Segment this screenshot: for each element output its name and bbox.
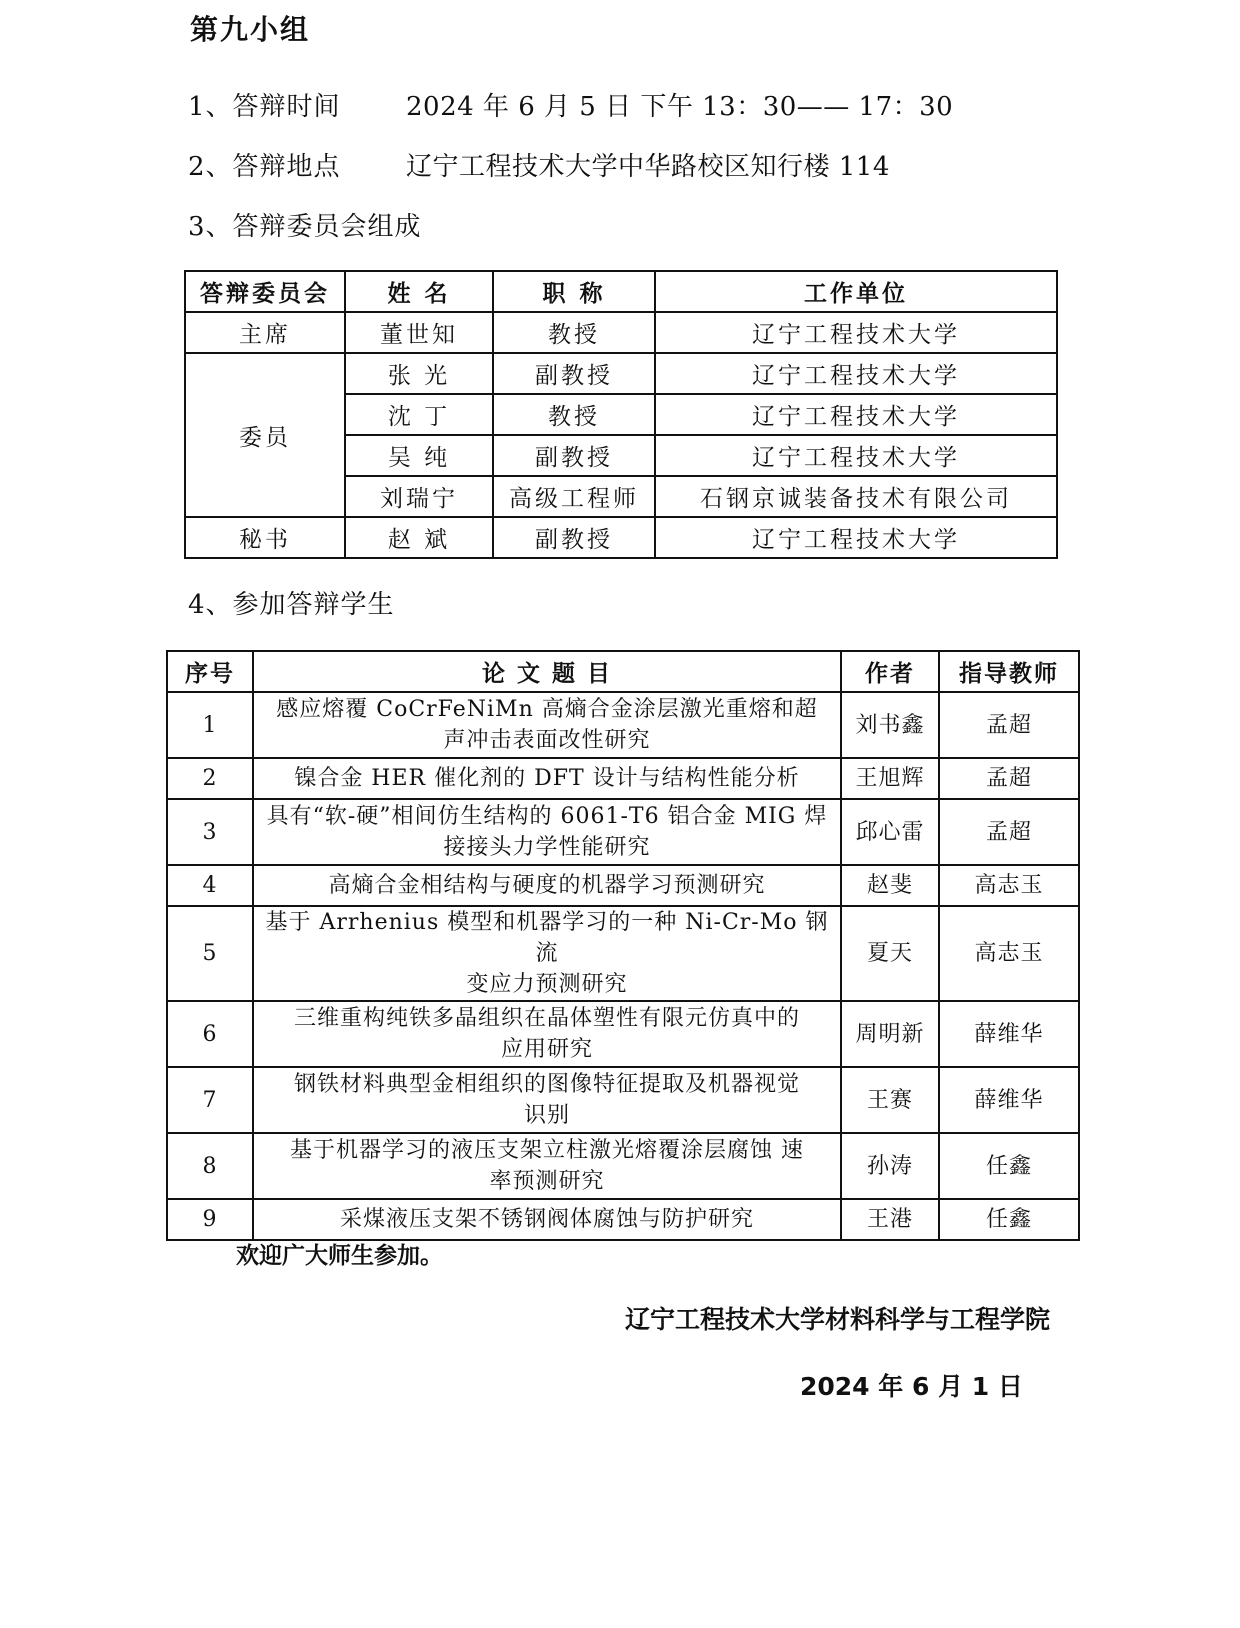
committee-header-row: [185, 271, 1057, 312]
author-cell: 王旭辉: [841, 758, 939, 799]
header-unit: 工作单位: [655, 271, 1057, 312]
defense-place-row: [188, 146, 890, 183]
title-cell: 教授: [493, 312, 655, 353]
advisor-cell: 高志玉: [939, 906, 1079, 1001]
thesis-title-line: 具有“软-硬”相间仿生结构的 6061-T6 铝合金 MIG 焊: [266, 804, 828, 829]
unit-cell: 辽宁工程技术大学: [655, 435, 1057, 476]
advisor-cell: 任鑫: [939, 1133, 1079, 1199]
header-thesis-title: 论 文 题 目: [253, 651, 841, 692]
thesis-title-line: 钢铁材料典型金相组织的图像特征提取及机器视觉: [293, 1072, 800, 1097]
title-cell: 副教授: [493, 517, 655, 558]
student-no-cell: 9: [167, 1199, 253, 1240]
thesis-title-cell: [253, 692, 841, 758]
committee-row-secretary: [185, 517, 1057, 558]
name-cell: 董世知: [345, 312, 493, 353]
title-cell: 副教授: [493, 435, 655, 476]
thesis-title-cell: [253, 1067, 841, 1133]
committee-table: [184, 270, 1058, 559]
unit-cell: 辽宁工程技术大学: [655, 517, 1057, 558]
role-cell-members: 委员: [185, 353, 345, 517]
unit-cell: 辽宁工程技术大学: [655, 353, 1057, 394]
thesis-title-cell: [253, 799, 841, 865]
thesis-title-line: 镍合金 HER 催化剂的 DFT 设计与结构性能分析: [294, 766, 800, 791]
thesis-title-line: 率预测研究: [489, 1169, 605, 1194]
thesis-title-line: 三维重构纯铁多晶组织在晶体塑性有限元仿真中的: [293, 1006, 800, 1031]
student-row: [167, 758, 1079, 799]
student-no-cell: 6: [167, 1001, 253, 1067]
author-cell: 周明新: [841, 1001, 939, 1067]
student-no-cell: 3: [167, 799, 253, 865]
thesis-title-line: 识别: [523, 1103, 570, 1128]
role-cell: 秘书: [185, 517, 345, 558]
student-row: [167, 1199, 1079, 1240]
advisor-cell: 孟超: [939, 799, 1079, 865]
defense-time-label: 1、答辩时间: [188, 92, 341, 122]
header-no: 序号: [167, 651, 253, 692]
student-no-cell: 7: [167, 1067, 253, 1133]
student-row: [167, 1133, 1079, 1199]
thesis-title-line: 接接头力学性能研究: [443, 835, 651, 860]
unit-cell: 石钢京诚装备技术有限公司: [655, 476, 1057, 517]
student-row: [167, 865, 1079, 906]
welcome-text: 欢迎广大师生参加。: [236, 1243, 443, 1269]
group-title: 第九小组: [190, 13, 311, 46]
author-cell: 夏天: [841, 906, 939, 1001]
title-cell: 高级工程师: [493, 476, 655, 517]
thesis-title-cell: [253, 758, 841, 799]
thesis-title-line: 感应熔覆 CoCrFeNiMn 高熵合金涂层激光重熔和超: [276, 697, 818, 722]
thesis-title-line: 变应力预测研究: [466, 972, 628, 997]
author-cell: 孙涛: [841, 1133, 939, 1199]
role-cell: 主席: [185, 312, 345, 353]
thesis-title-line: 采煤液压支架不锈钢阀体腐蚀与防护研究: [339, 1207, 754, 1232]
student-no-cell: 4: [167, 865, 253, 906]
thesis-title-line: 声冲击表面改性研究: [443, 728, 651, 753]
defense-place-label: 2、答辩地点: [188, 152, 341, 182]
advisor-cell: 任鑫: [939, 1199, 1079, 1240]
thesis-title-line: 基于 Arrhenius 模型和机器学习的一种 Ni-Cr-Mo 钢流: [265, 910, 829, 966]
thesis-title-cell: [253, 865, 841, 906]
author-cell: 王赛: [841, 1067, 939, 1133]
defense-time-row: [188, 86, 953, 123]
committee-row-chair: [185, 312, 1057, 353]
student-row: [167, 799, 1079, 865]
name-cell: 刘瑞宁: [345, 476, 493, 517]
student-no-cell: 1: [167, 692, 253, 758]
student-no-cell: 5: [167, 906, 253, 1001]
thesis-title-line: 基于机器学习的液压支架立柱激光熔覆涂层腐蚀 速: [290, 1138, 804, 1163]
header-committee: 答辩委员会: [185, 271, 345, 312]
thesis-title-cell: [253, 1133, 841, 1199]
advisor-cell: 薛维华: [939, 1001, 1079, 1067]
author-cell: 刘书鑫: [841, 692, 939, 758]
student-no-cell: 8: [167, 1133, 253, 1199]
name-cell: 张 光: [345, 353, 493, 394]
name-cell: 赵 斌: [345, 517, 493, 558]
unit-cell: 辽宁工程技术大学: [655, 312, 1057, 353]
title-cell: 教授: [493, 394, 655, 435]
header-title: 职 称: [493, 271, 655, 312]
author-cell: 邱心雷: [841, 799, 939, 865]
author-cell: 赵斐: [841, 865, 939, 906]
student-row: [167, 906, 1079, 1001]
header-name: 姓 名: [345, 271, 493, 312]
defense-time-value: 2024 年 6 月 5 日 下午 13：30—— 17：30: [406, 92, 954, 122]
thesis-title-cell: [253, 906, 841, 1001]
students-heading: 4、参加答辩学生: [188, 590, 395, 620]
organizer-name: 辽宁工程技术大学材料科学与工程学院: [625, 1305, 1051, 1334]
student-row: [167, 1001, 1079, 1067]
committee-heading: 3、答辩委员会组成: [188, 212, 422, 242]
advisor-cell: 孟超: [939, 758, 1079, 799]
student-row: [167, 692, 1079, 758]
thesis-title-line: 应用研究: [500, 1037, 593, 1062]
notice-date: 2024 年 6 月 1 日: [800, 1372, 1023, 1401]
defense-place-value: 辽宁工程技术大学中华路校区知行楼 114: [406, 152, 890, 182]
header-advisor: 指导教师: [939, 651, 1079, 692]
advisor-cell: 孟超: [939, 692, 1079, 758]
author-cell: 王港: [841, 1199, 939, 1240]
thesis-title-cell: [253, 1001, 841, 1067]
committee-row-member: [185, 353, 1057, 394]
students-table: [166, 650, 1080, 1241]
name-cell: 吴 纯: [345, 435, 493, 476]
students-header-row: [167, 651, 1079, 692]
student-no-cell: 2: [167, 758, 253, 799]
advisor-cell: 薛维华: [939, 1067, 1079, 1133]
student-row: [167, 1067, 1079, 1133]
title-cell: 副教授: [493, 353, 655, 394]
header-author: 作者: [841, 651, 939, 692]
advisor-cell: 高志玉: [939, 865, 1079, 906]
unit-cell: 辽宁工程技术大学: [655, 394, 1057, 435]
thesis-title-cell: [253, 1199, 841, 1240]
thesis-title-line: 高熵合金相结构与硬度的机器学习预测研究: [328, 873, 766, 898]
name-cell: 沈 丁: [345, 394, 493, 435]
